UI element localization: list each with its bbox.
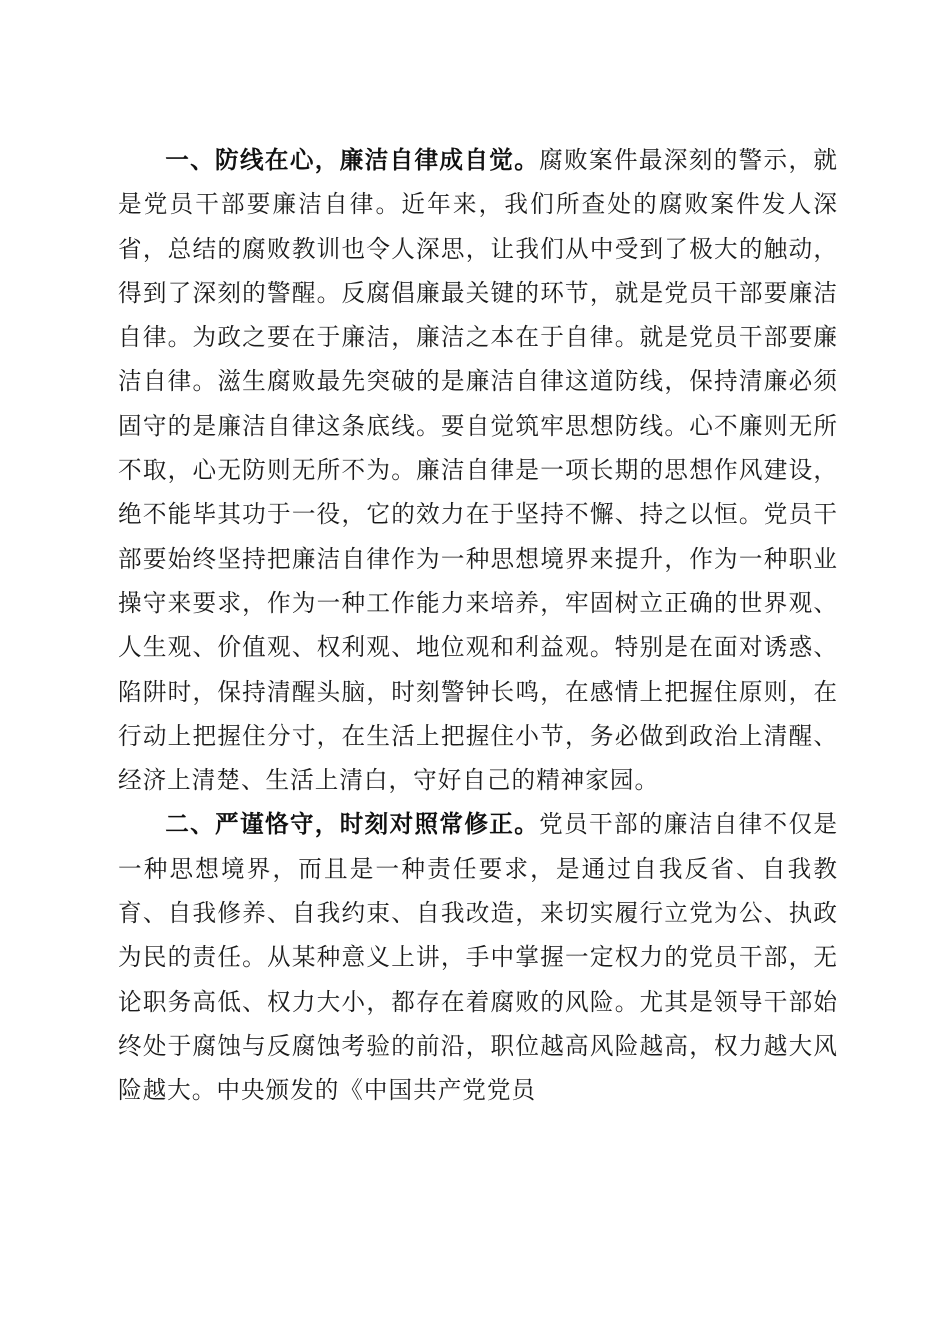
section-paragraph-1 (118, 138, 838, 802)
section-text-1: 腐败案件最深刻的警示，就是党员干部要廉洁自律。近年来，我们所查处的腐败案件发人深省，总结的腐败教训也令人深思，让我们从中受到了极大的触动，得到了深刻的警醒。反腐倡廉最关键的环节，就是党员干部要廉洁自律。为政之要在于廉洁，廉洁之本在于自律。就是党员干部要廉洁自律。滋生腐败最先突破的是廉洁自律这道防线，保持清廉必须固守的是廉洁自律这条底线。要自觉筑牢思想防线。心不廉则无所不取，心无防则无所不为。廉洁自律是一项长期的思想作风建设，绝不能毕其功于一役，它的效力在于坚持不懈、持之以恒。党员干部要始终坚持把廉洁自律作为一种思想境界来提升，作为一种职业操守来要求，作为一种工作能力来培养，牢固树立正确的世界观、人生观、价值观、权利观、地位观和利益观。特别是在面对诱惑、陷阱时，保持清醒头脑，时刻警钟长鸣，在感情上把握住原则，在行动上把握住分寸，在生活上把握住小节，务必做到政治上清醒、经济上清楚、生活上清白，守好自己的精神家园。 (118, 146, 839, 795)
section-heading-1: 一、防线在心，廉洁自律成自觉。 (165, 146, 540, 174)
section-paragraph-2 (118, 802, 838, 1112)
section-text-2: 党员干部的廉洁自律不仅是一种思想境界，而且是一种责任要求，是通过自我反省、自我教育、自我修养、自我约束、自我改造，来切实履行立党为公、执政为民的责任。从某种意义上讲，手中掌握一定权力的党员干部，无论职务高低、权力大小，都存在着腐败的风险。尤其是领导干部始终处于腐蚀与反腐蚀考验的前沿，职位越高风险越高，权力越大风险越大。中央颁发的《中国共产党党员 (118, 810, 839, 1105)
document-body (118, 138, 838, 1113)
section-heading-2: 二、严谨恪守，时刻对照常修正。 (165, 810, 540, 839)
